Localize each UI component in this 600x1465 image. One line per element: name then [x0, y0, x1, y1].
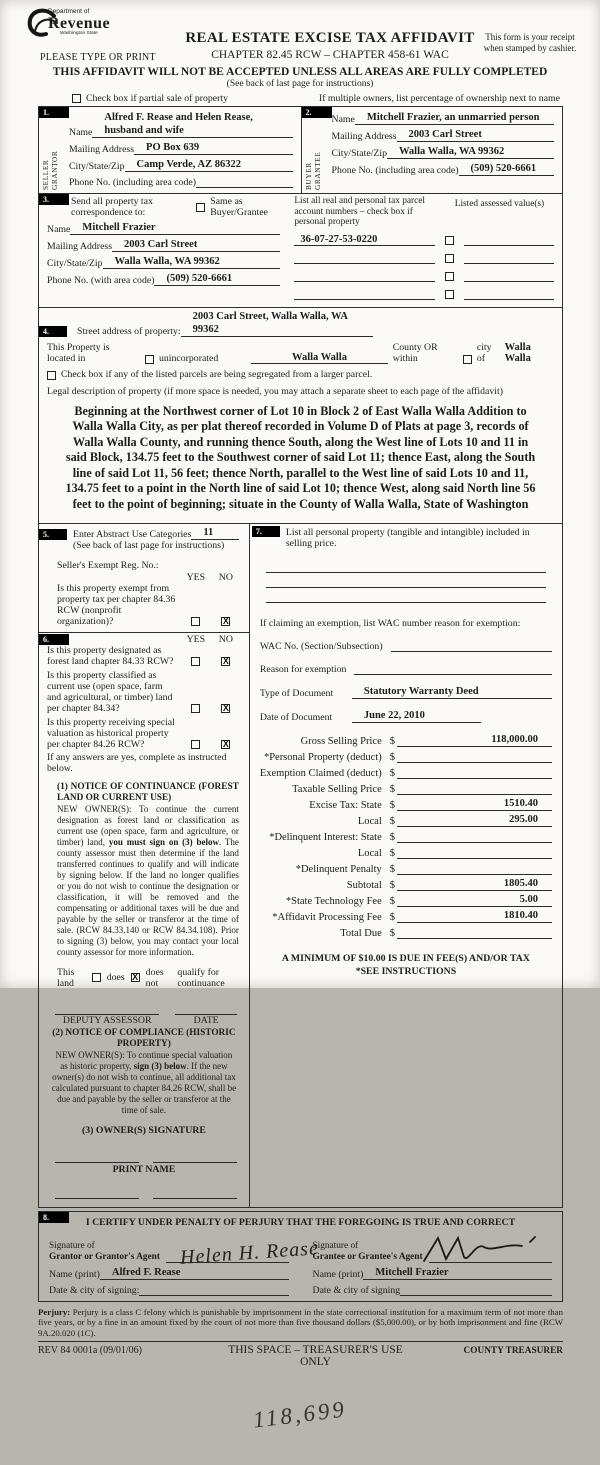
grantor-signature-block	[49, 1233, 320, 1296]
assessed-header: Listed assessed value(s)	[454, 199, 545, 209]
section-4	[39, 307, 562, 523]
fee-label: Excise Tax: State	[309, 799, 382, 811]
assessed-value-field[interactable]	[464, 299, 554, 300]
name-print-label: Name (print)	[49, 1268, 100, 1280]
legal-description-label: Legal description of property (if more space is needed, you may attach a separate sheet to each page of the affidavit)	[47, 385, 503, 397]
notice-2-title: (2) NOTICE OF COMPLIANCE (HISTORIC PROPERTY)	[52, 1027, 236, 1049]
owner-print-name-field[interactable]	[55, 1187, 139, 1199]
personal-property-label: List all personal property (tangible and intangible) included in selling price.	[285, 526, 530, 550]
fee-table	[260, 731, 552, 939]
corr-phone-value[interactable]: (509) 520-6661	[154, 272, 280, 286]
dollar-sign: $	[389, 879, 395, 891]
unincorporated-checkbox[interactable]	[145, 355, 154, 364]
city-checkbox[interactable]	[463, 355, 472, 364]
notice-of-continuance: (1) NOTICE OF CONTINUANCE (FOREST LAND OR CURRENT USE) NEW OWNER(S): To continue the current designation as forest land or classification as current use (open space, farm and agriculture, or timber) land, you must sign on (3) below. The county assessor must then determine if the land transferred continues to qualify and will indicate by signing below. If the land no longer qualifies or you do not wish to continue the designation or classification, it will be removed and the compensating or additional taxes will be due and payable by the seller or transferor at the time of sale. (RCW 84.33.140 or RCW 84.34.108). Prior to signing (3) below, you may contact your local county assessor for more information.	[57, 781, 239, 957]
city-name-value[interactable]: Walla Walla	[504, 341, 531, 364]
parcel-list-block	[290, 196, 554, 300]
mid-block	[39, 523, 562, 1207]
seller-label: SELLER	[41, 159, 50, 190]
doc-date-label: Date of Document	[259, 711, 333, 723]
perjury-statement: Perjury: Perjury is a class C felony which is punishable by imprisonment in the state correctional institution for a maximum term of not more than five years, or by a fine in an amount fixed by the court of not more than five thousand dollars ($5,000.00), or by both imprisonment and fine (RCW 9A.20.020 (1C).	[38, 1307, 563, 1343]
personal-property-field[interactable]	[266, 560, 546, 573]
notice-of-compliance: (2) NOTICE OF COMPLIANCE (HISTORIC PROPERTY) NEW OWNER(S): To continue special valuation as historic property, sign (3) below. If the new owner(s) do not wish to continue, all additional tax calculated pursuant to chapter 84.26 RCW, shall be due and payable by the seller or transferor at the time of sale.	[51, 1027, 237, 1115]
buyer-grantee-vertical-label	[304, 121, 322, 190]
doc-type-label: Type of Document	[259, 687, 334, 699]
partial-sale-row	[72, 93, 560, 104]
historical-question: Is this property receiving special valuation as historical property per chapter 84.26 RCW?	[47, 716, 175, 750]
date-label: DATE	[193, 1014, 219, 1026]
abstract-value[interactable]: 11	[191, 526, 239, 540]
receipt-note: This form is your receipt when stamped by cashier.	[483, 32, 577, 53]
parcel-personal-checkbox[interactable]	[445, 236, 454, 245]
fee-label: Local	[357, 847, 382, 859]
dor-logo-block	[26, 8, 184, 63]
multiple-owners-note: If multiple owners, list percentage of ownership next to name	[318, 93, 560, 104]
buyer-phone-value[interactable]: (509) 520-6661	[459, 162, 554, 176]
send-correspondence-label: Send all property tax correspondence to:	[71, 196, 153, 218]
owner-print-name-lines	[55, 1187, 237, 1199]
form-revision: REV 84 0001a (09/01/06)	[38, 1345, 142, 1357]
parcel-personal-checkbox[interactable]	[445, 290, 454, 299]
fee-value[interactable]	[397, 830, 552, 843]
county-or-label: County OR within	[392, 341, 438, 364]
seller-csz-value[interactable]: Camp Verde, AZ 86322	[125, 158, 293, 172]
dollar-sign: $	[389, 927, 395, 939]
county-treasurer-label: COUNTY TREASURER	[463, 1346, 563, 1357]
title-block	[184, 8, 476, 61]
continuance-qualify-row	[57, 967, 249, 989]
parcel-row	[294, 269, 554, 282]
seller-mailing-label: Mailing Address	[69, 144, 135, 155]
corr-name-value[interactable]: Mitchell Frazier	[70, 221, 280, 235]
buyer-csz-label: City/State/Zip	[331, 148, 388, 159]
dor-logo	[26, 8, 184, 44]
section-2-tab: 2.	[302, 107, 332, 118]
dollar-sign: $	[389, 831, 395, 843]
fee-value[interactable]	[397, 862, 552, 875]
parcel-number-value[interactable]	[294, 281, 434, 282]
parcel-row	[294, 287, 554, 300]
current-use-yes-checkbox[interactable]	[191, 704, 200, 713]
fee-value[interactable]	[397, 846, 552, 859]
form-title: REAL ESTATE EXCISE TAX AFFIDAVIT	[185, 30, 475, 46]
see-back-note-2: (See back of last page for instructions)	[73, 539, 225, 551]
deputy-assessor-signature-field[interactable]	[55, 1003, 159, 1015]
exempt-question: Is this property exempt from property tax per chapter 84.36 RCW (nonprofit organization)?	[57, 582, 176, 627]
buyer-csz-value[interactable]: Walla Walla, WA 99362	[387, 145, 554, 159]
section-seller	[39, 107, 301, 193]
seller-mailing-value[interactable]: PO Box 639	[134, 141, 292, 155]
buyer-phone-label: Phone No. (including area code)	[331, 165, 459, 176]
unincorporated-label: unincorporated	[158, 352, 219, 364]
section-8-tab: 8.	[39, 1212, 69, 1223]
historical-yes-checkbox[interactable]	[191, 740, 200, 749]
fee-value[interactable]	[397, 750, 552, 763]
no-header: NO	[218, 633, 233, 645]
fee-value[interactable]: 1805.40	[397, 878, 552, 891]
parcel-header: List all real and personal tax parcel account numbers – check box if personal property	[294, 196, 425, 227]
grantor-date-city-field[interactable]	[139, 1283, 288, 1296]
fee-label: Local	[357, 815, 382, 827]
grantor-agent-label: Grantor or Grantor's Agent	[49, 1251, 160, 1262]
fee-value[interactable]: 5.00	[397, 894, 552, 907]
date-city-label: Date & city of signing:	[49, 1284, 140, 1296]
buyer-label: BUYER	[303, 162, 313, 190]
corr-name-label: Name	[47, 224, 71, 235]
owner-print-name-field[interactable]	[153, 1187, 237, 1199]
reason-label: Reason for exemption	[259, 663, 347, 675]
if-yes-note: If any answers are yes, complete as instructed below.	[47, 751, 227, 774]
fee-label: *Delinquent Interest: State	[269, 831, 382, 843]
wac-label: WAC No. (Section/Subsection)	[259, 640, 383, 652]
exempt-no-checkbox[interactable]: X	[222, 615, 229, 626]
exempt-reg-label: Seller's Exempt Reg. No.:	[57, 559, 159, 571]
logo-revenue: Revenue	[48, 14, 111, 32]
notice-1-title: (1) NOTICE OF CONTINUANCE (FOREST LAND OR CURRENT USE)	[57, 781, 239, 803]
owners-signature-label: (3) OWNER(S) SIGNATURE	[81, 1124, 206, 1136]
deputy-assessor-label: DEPUTY ASSESSOR	[62, 1014, 152, 1026]
parcel-personal-checkbox[interactable]	[445, 254, 454, 263]
dollar-sign: $	[389, 799, 395, 811]
dollar-sign: $	[389, 847, 395, 859]
treasurer-space-label: THIS SPACE – TREASURER'S USE ONLY	[228, 1344, 403, 1369]
abstract-label: Enter Abstract Use Categories	[73, 528, 192, 540]
corr-csz-label: City/State/Zip	[47, 258, 103, 269]
same-as-buyer-checkbox[interactable]	[196, 203, 205, 212]
fee-label: *Affidavit Processing Fee	[272, 911, 382, 923]
fee-value[interactable]: 1810.40	[397, 910, 552, 923]
parcel-number-value[interactable]	[294, 299, 434, 300]
fee-label: Total Due	[340, 927, 382, 939]
parcel-row	[294, 251, 554, 264]
seller-name-label: Name	[69, 127, 93, 138]
form-frame	[38, 106, 563, 1208]
does-not-checkbox[interactable]: X	[132, 972, 139, 983]
doc-date-value[interactable]: June 22, 2010	[352, 709, 481, 723]
owner-signature-lines	[55, 1151, 237, 1163]
corr-csz-value[interactable]: Walla Walla, WA 99362	[103, 255, 281, 269]
street-address-value[interactable]: 2003 Carl Street, Walla Walla, WA 99362	[181, 310, 374, 337]
section-1-tab: 1.	[39, 107, 69, 118]
buyer-name-label: Name	[331, 114, 355, 125]
tax-correspondence-block	[47, 196, 290, 300]
seller-name-value[interactable]: Alfred F. Rease and Helen Rease, husband and wife	[92, 111, 292, 138]
grantee-signature-field[interactable]	[429, 1233, 552, 1263]
grantor-label: GRANTOR	[50, 150, 59, 190]
corr-mailing-label: Mailing Address	[47, 241, 113, 252]
parcel-personal-checkbox[interactable]	[445, 272, 454, 281]
name-print-label: Name (print)	[312, 1268, 364, 1280]
parcel-row	[294, 233, 554, 246]
exemption-note: If claiming an exemption, list WAC number reason for exemption:	[259, 617, 521, 629]
doc-type-value[interactable]: Statutory Warranty Deed	[352, 685, 552, 699]
county-name-value[interactable]: Walla Walla	[251, 352, 387, 364]
certify-statement: I CERTIFY UNDER PENALTY OF PERJURY THAT THE FOREGOING IS TRUE AND CORRECT	[85, 1216, 516, 1228]
personal-property-field[interactable]	[266, 590, 546, 603]
fee-label: Gross Selling Price	[300, 735, 382, 747]
minimum-fee-note: A MINIMUM OF $10.00 IS DUE IN FEE(S) AND/OR TAX *SEE INSTRUCTIONS	[281, 952, 530, 977]
grantor-print-name[interactable]: Alfred F. Rease	[100, 1266, 289, 1280]
street-address-label: Street address of property:	[77, 325, 181, 337]
section-5-6	[39, 524, 250, 1207]
fee-label: *Delinquent Penalty	[295, 863, 382, 875]
grantor-signature-field[interactable]	[166, 1233, 320, 1269]
dollar-sign: $	[389, 815, 395, 827]
assessed-value-field[interactable]	[464, 245, 554, 246]
grantee-print-name[interactable]: Mitchell Frazier	[363, 1266, 552, 1280]
exempt-yes-checkbox[interactable]	[191, 617, 200, 626]
fee-label: *Personal Property (deduct)	[263, 751, 382, 763]
owner-signature-field[interactable]	[153, 1151, 237, 1163]
forest-yes-checkbox[interactable]	[191, 657, 200, 666]
assessed-value-field[interactable]	[464, 263, 554, 264]
section-7-tab: 7.	[252, 526, 280, 537]
fee-value[interactable]: 295.00	[397, 814, 552, 827]
assessor-signature-lines	[55, 1003, 237, 1015]
logo-washington-state: Washington State	[60, 30, 98, 36]
buyer-mailing-value[interactable]: 2003 Carl Street	[397, 128, 554, 142]
grantee-date-city-field[interactable]	[400, 1283, 552, 1296]
qualify-label: qualify for continuance	[177, 966, 225, 989]
section-6-tab: 6.	[39, 634, 69, 645]
section-6	[39, 632, 249, 774]
section-7	[250, 524, 562, 1207]
reason-field[interactable]	[354, 662, 552, 675]
seller-grantor-vertical-label	[41, 121, 59, 190]
dollar-sign: $	[389, 751, 395, 763]
fee-value[interactable]	[397, 782, 552, 795]
section-1-2	[39, 107, 562, 193]
partial-sale-checkbox[interactable]	[72, 94, 81, 103]
section-3-tab: 3.	[39, 194, 69, 205]
form-footer	[38, 1344, 563, 1368]
fee-label: Taxable Selling Price	[292, 783, 382, 795]
segregated-label: Check box if any of the listed parcels are being segregated from a larger parcel.	[61, 368, 373, 380]
owner-signature-field[interactable]	[55, 1151, 139, 1163]
section-3	[39, 193, 562, 307]
fee-value[interactable]	[397, 766, 552, 779]
seller-phone-label: Phone No. (including area code)	[69, 177, 197, 188]
this-land-label: This land	[57, 966, 75, 989]
grantee-agent-label: Grantee or Grantee's Agent	[312, 1251, 423, 1262]
handwritten-treasurer-note: 118,699	[251, 1396, 349, 1434]
historical-no-checkbox[interactable]: X	[222, 738, 229, 749]
current-use-no-checkbox[interactable]: X	[222, 702, 229, 713]
current-use-question: Is this property classified as current use (open space, farm and agricultural, or timber) land per chapter 84.34?	[47, 669, 173, 714]
seller-csz-label: City/State/Zip	[69, 161, 125, 172]
wac-field[interactable]	[391, 639, 552, 652]
partial-sale-label: Check box if partial sale of property	[86, 93, 229, 104]
section-5-tab: 5.	[39, 529, 67, 540]
buyer-mailing-label: Mailing Address	[331, 131, 397, 142]
dollar-sign: $	[389, 783, 395, 795]
located-in-label: This Property is located in	[47, 341, 110, 364]
fee-label: Subtotal	[346, 879, 382, 891]
signature-of-label: Signature of	[49, 1240, 95, 1251]
assessed-value-field[interactable]	[464, 281, 554, 282]
logo-text	[48, 9, 110, 36]
forest-land-question: Is this property designated as forest land chapter 84.33 RCW?	[47, 644, 174, 667]
dollar-sign: $	[389, 895, 395, 907]
print-name-label: PRINT NAME	[112, 1163, 176, 1175]
logo-department-of: Department of	[48, 8, 90, 15]
section-8	[38, 1211, 563, 1302]
segregated-checkbox[interactable]	[47, 371, 56, 380]
fee-label: *State Technology Fee	[285, 895, 382, 907]
completion-warning: THIS AFFIDAVIT WILL NOT BE ACCEPTED UNLESS ALL AREAS ARE FULLY COMPLETED	[52, 66, 548, 78]
dollar-sign: $	[389, 911, 395, 923]
grantor-signature: Helen H. Rease	[179, 1236, 320, 1269]
parcel-number-value[interactable]: 36-07-27-53-0220	[294, 234, 434, 246]
no-header: NO	[218, 571, 233, 583]
yes-header: YES	[186, 633, 206, 645]
dollar-sign: $	[389, 863, 395, 875]
fee-label: Exemption Claimed (deduct)	[259, 767, 382, 779]
corr-phone-label: Phone No. (with area code)	[47, 275, 155, 286]
grantee-signature-scribble	[416, 1234, 546, 1264]
section-4-tab: 4.	[39, 326, 67, 337]
see-back-note: (See back of last page for instructions)	[226, 79, 374, 89]
city-of-label: city of	[476, 341, 492, 364]
grantee-label: GRANTEE	[312, 151, 322, 190]
grantee-signature-block	[313, 1233, 553, 1296]
section-buyer	[301, 107, 563, 193]
dollar-sign: $	[389, 735, 395, 747]
form-chapter: CHAPTER 82.45 RCW – CHAPTER 458-61 WAC	[211, 49, 449, 61]
corr-mailing-value[interactable]: 2003 Carl Street	[112, 238, 280, 252]
forest-no-checkbox[interactable]: X	[222, 655, 229, 666]
same-as-buyer-label: Same as Buyer/Grantee	[210, 196, 268, 218]
fee-value[interactable]: 118,000.00	[397, 734, 552, 747]
does-label: does	[106, 972, 125, 984]
legal-description-text: Beginning at the Northwest corner of Lot 10 in Block 2 of East Walla Walla Addition to Walla Walla City, as per plat thereof recorded in Volume D of Plats at page 3, records of Walla Walla County, and running thence South, along the West line of Lots 10 and 11 in said Block, 134.75 feet to the Southwest corner of said Lot 11; thence East, along the South line of said Lot 11, 56 feet; thence North, parallel to the West line of said Lots 10 and 11, 134.75 feet to a point in the North line of said Lot 10; thence West, along said North line 56 feet to the point of beginning; situate in the County of Walla Walla, State of Washington	[65, 403, 536, 512]
personal-property-field[interactable]	[266, 575, 546, 588]
assessor-date-field[interactable]	[175, 1003, 236, 1015]
fee-value[interactable]	[397, 926, 552, 939]
does-not-label: does not	[145, 966, 164, 989]
form-header	[0, 0, 600, 63]
dollar-sign: $	[389, 767, 395, 779]
fee-value[interactable]: 1510.40	[397, 798, 552, 811]
yes-header: YES	[186, 571, 206, 583]
signature-of-label: Signature of	[312, 1240, 359, 1251]
seller-phone-value[interactable]	[196, 175, 292, 188]
parcel-number-value[interactable]	[294, 263, 434, 264]
date-city-label: Date & city of signing	[312, 1284, 401, 1296]
buyer-name-value[interactable]: Mitchell Frazier, an unmarried person	[355, 111, 554, 125]
does-checkbox[interactable]	[92, 973, 101, 982]
please-type-or-print: PLEASE TYPE OR PRINT	[40, 52, 156, 63]
